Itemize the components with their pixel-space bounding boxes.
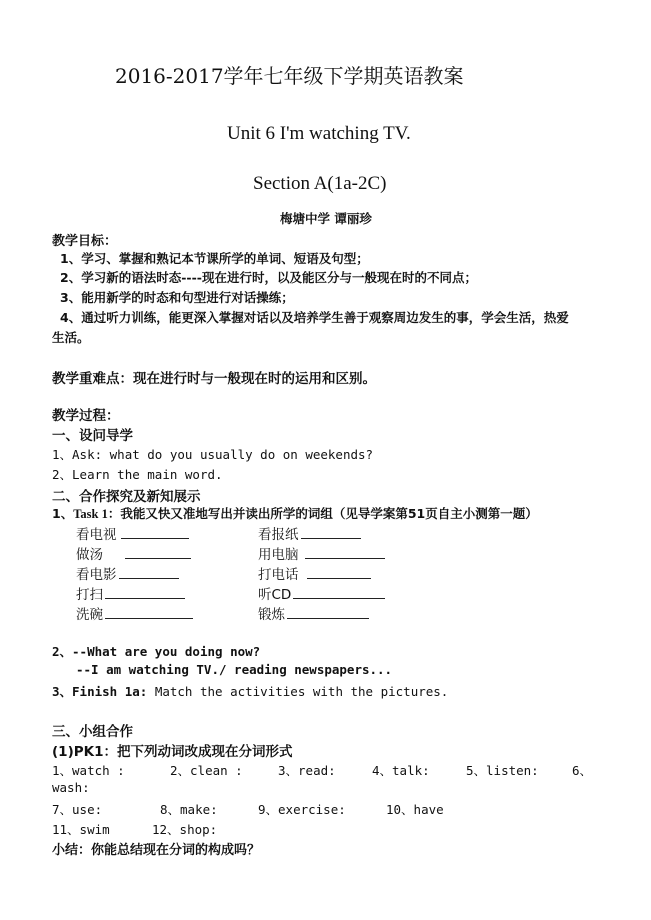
- objective-4-cont: 生活。: [52, 330, 90, 345]
- task1-right-1: 用电脑: [258, 543, 385, 563]
- task1-right-2: 打电话: [258, 563, 371, 583]
- part2-heading: 二、合作探究及新知展示: [52, 489, 201, 505]
- task1-label: Task 1: [73, 507, 108, 521]
- document-title: 2016-2017学年七年级下学期英语教案: [115, 64, 464, 88]
- task1-right-4: 锻炼: [258, 603, 369, 623]
- answer-blank[interactable]: [119, 566, 179, 579]
- pk1-item-6: 6、: [572, 763, 593, 778]
- part1-line2: 2、Learn the main word.: [52, 467, 223, 482]
- pk1-item-12: 12、shop:: [152, 822, 218, 837]
- pk1-item-11: 11、swim: [52, 822, 110, 837]
- task1-left-3: 打扫: [76, 583, 185, 603]
- answer-blank[interactable]: [105, 606, 193, 619]
- part1-line1: 1、Ask: what do you usually do on weekends?: [52, 447, 374, 462]
- answer-blank[interactable]: [293, 586, 385, 599]
- answer-blank[interactable]: [301, 526, 361, 539]
- answer-blank[interactable]: [307, 566, 371, 579]
- objective-4: 4、通过听力训练，能更深入掌握对话以及培养学生善于观察周边发生的事，学会生活，热爱: [60, 310, 569, 325]
- objective-1: 1、学习、掌握和熟记本节课所学的单词、短语及句型；: [60, 251, 369, 266]
- answer-blank[interactable]: [105, 586, 185, 599]
- process-heading: 教学过程：: [52, 408, 120, 424]
- section-title: Section A(1a-2C): [253, 173, 387, 194]
- finish-label: 3、Finish 1a:: [52, 684, 148, 699]
- summary-question: 小结：你能总结现在分词的构成吗？: [52, 843, 261, 858]
- task1-left-2: 看电影: [76, 563, 179, 583]
- pk1-item-5: 5、listen:: [466, 763, 539, 778]
- pk1-item-9: 9、exercise:: [258, 802, 346, 817]
- task1-line: [52, 504, 538, 522]
- pk1-item-3: 3、read:: [278, 763, 336, 778]
- task1-right-3: 听CD: [258, 583, 385, 603]
- pk1-item-10: 10、have: [386, 802, 444, 817]
- part1-heading: 一、设问导学: [52, 428, 133, 444]
- finish-text: Match the activities with the pictures.: [154, 684, 449, 699]
- objective-3: 3、能用新学的时态和句型进行对话操练；: [60, 290, 294, 305]
- answer-blank[interactable]: [287, 606, 369, 619]
- pk1-item-7: 7、use:: [52, 802, 103, 817]
- task1-text: ：我能又快又准地写出并读出所学的词组（见导学案第51页自主小测第一题）: [107, 506, 538, 521]
- answer-blank[interactable]: [121, 526, 189, 539]
- answer-blank[interactable]: [125, 546, 191, 559]
- pk1-item-2: 2、clean :: [170, 763, 243, 778]
- pk1-heading: (1)PK1：把下列动词改成现在分词形式: [52, 744, 293, 760]
- task1-left-4: 洗碗: [76, 603, 193, 623]
- part3-heading: 三、小组合作: [52, 724, 133, 740]
- task1-left-1: 做汤: [76, 543, 191, 563]
- dialog-answer: --I am watching TV./ reading newspapers...: [76, 662, 393, 677]
- task1-right-0: 看报纸: [258, 523, 361, 543]
- pk1-item-1: 1、watch :: [52, 763, 125, 778]
- task1-left-0: 看电视: [76, 523, 189, 543]
- objective-2: 2、学习新的语法时态----现在进行时，以及能区分与一般现在时的不同点；: [60, 270, 477, 285]
- author-line: 梅塘中学 谭丽珍: [280, 211, 372, 226]
- finish-line: [52, 682, 448, 700]
- task1-prefix: 1、: [52, 506, 74, 521]
- dialog-question: 2、--What are you doing now?: [52, 644, 261, 659]
- pk1-item-8: 8、make:: [160, 802, 218, 817]
- key-points: 教学重难点：现在进行时与一般现在时的运用和区别。: [52, 371, 376, 387]
- objectives-heading: 教学目标：: [52, 234, 118, 249]
- pk1-item-4: 4、talk:: [372, 763, 430, 778]
- answer-blank[interactable]: [305, 546, 385, 559]
- unit-title: Unit 6 I'm watching TV.: [227, 123, 411, 144]
- pk1-item-6-cont: wash:: [52, 780, 90, 795]
